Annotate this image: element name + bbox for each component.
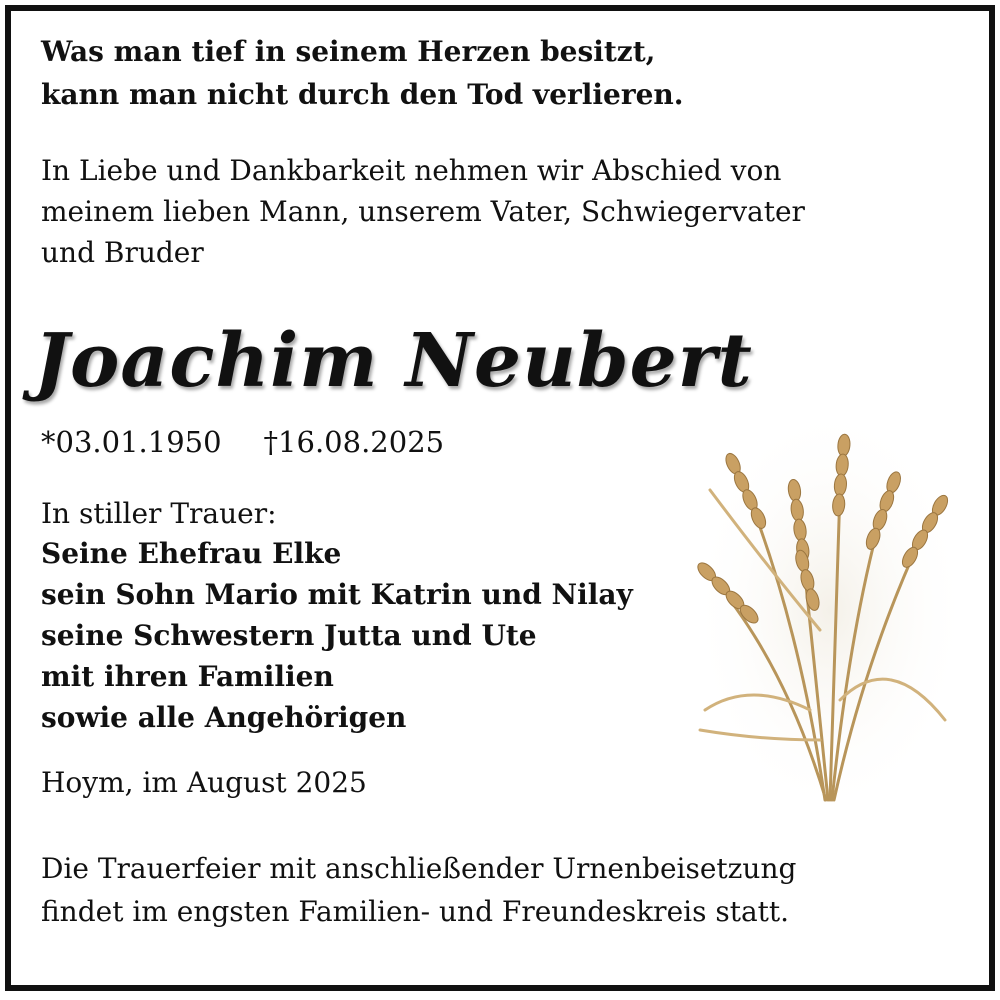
mourner-line: Seine Ehefrau Elke bbox=[41, 537, 342, 570]
farewell-line: In Liebe und Dankbarkeit nehmen wir Abschied von bbox=[41, 154, 782, 187]
mourner-line: sowie alle Angehörigen bbox=[41, 701, 407, 734]
birth-date: *03.01.1950 bbox=[41, 425, 222, 459]
farewell-text bbox=[41, 150, 805, 273]
service-line: findet im engsten Familien- und Freundeskreis statt. bbox=[41, 895, 790, 928]
mourners-list bbox=[41, 533, 633, 738]
mourner-line: seine Schwestern Jutta und Ute bbox=[41, 619, 537, 652]
death-date: †16.08.2025 bbox=[263, 425, 445, 459]
farewell-line: und Bruder bbox=[41, 236, 204, 269]
memorial-quote bbox=[41, 30, 684, 116]
life-dates bbox=[41, 422, 444, 462]
service-notice bbox=[41, 847, 796, 933]
mourner-line: mit ihren Familien bbox=[41, 660, 334, 693]
quote-line: kann man nicht durch den Tod verlieren. bbox=[41, 78, 684, 111]
place-and-date: Hoym, im August 2025 bbox=[41, 766, 367, 799]
farewell-line: meinem lieben Mann, unserem Vater, Schwiegervater bbox=[41, 195, 805, 228]
deceased-name: Joachim Neubert bbox=[34, 318, 753, 404]
mourner-line: sein Sohn Mario mit Katrin und Nilay bbox=[41, 578, 633, 611]
service-line: Die Trauerfeier mit anschließender Urnenbeisetzung bbox=[41, 852, 797, 885]
quote-line: Was man tief in seinem Herzen besitzt, bbox=[41, 35, 656, 68]
mourners-label: In stiller Trauer: bbox=[41, 497, 277, 530]
wheat-bundle-icon bbox=[690, 380, 970, 820]
